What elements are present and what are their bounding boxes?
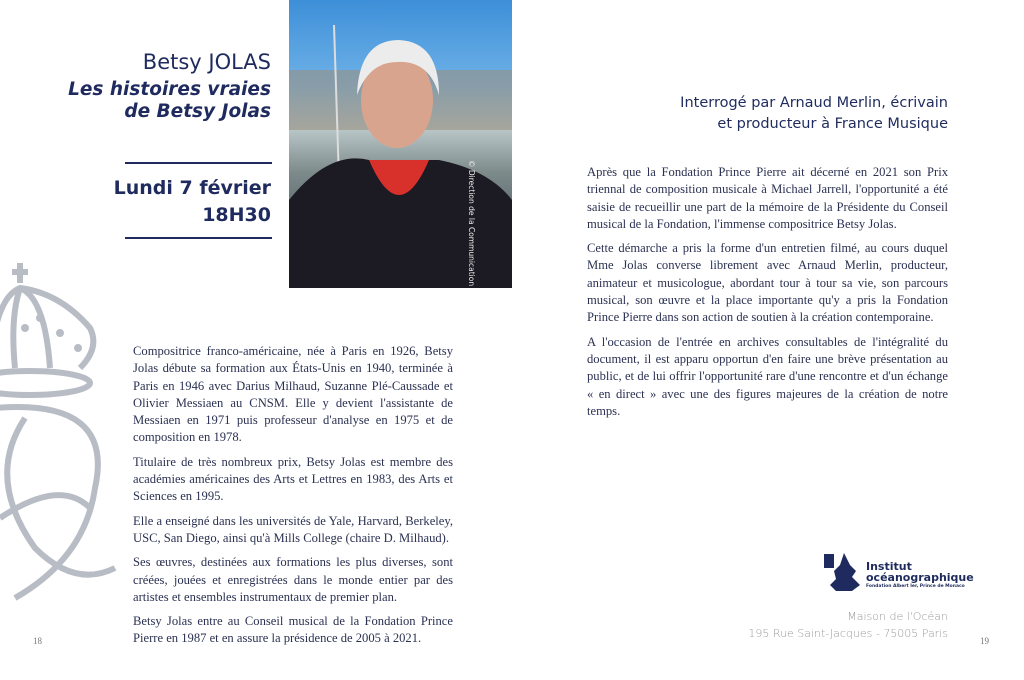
venue-address (748, 608, 948, 642)
logo-line: Fondation Albert Ier, Prince de Monaco (866, 584, 965, 589)
logo-line: Institut (866, 560, 912, 573)
bio-paragraph: Compositrice franco-américaine, née à Paris en 1926, Betsy Jolas débute sa formation aux États-Unis en 1940, terminée à Paris en 1946 avec Darius Milhaud, Suzanne Plé-Caussade et Olivier Messiaen au CNSM. Elle y devient l'assistante de Messiaen en 1971 puis professeur d'analyse en 1975 et de composition en 1978. (133, 344, 453, 445)
royal-crest-monogram (0, 258, 120, 618)
interviewer-line: Interrogé par Arnaud Merlin, écrivain (680, 95, 948, 111)
institut-oceanographique-logo-icon (822, 551, 866, 595)
page-number-left: 18 (33, 636, 42, 646)
event-title: Betsy JOLAS (142, 50, 271, 74)
event-time: 18H30 (202, 204, 271, 226)
description-paragraph: Après que la Fondation Prince Pierre ait décerné en 2021 son Prix triennal de composition musicale à Michael Jarrell, l'opportunité a été saisie de recueillir une part de la mémoire de la Présidente du Conseil musical de la Fondation, l'immense compositrice Betsy Jolas. (587, 165, 948, 231)
description-paragraph: A l'occasion de l'entrée en archives consultables de l'intégralité du document, il est apparu opportun d'en faire une brève présentation au public, et de lui offrir l'opportunité rare d'une rencontre et d'un échange « en direct » avec une des figures majeures de la création de notre temps. (587, 334, 948, 418)
event-subtitle: Les histoires vraies de Betsy Jolas (68, 79, 271, 122)
logo-line: océanographique (866, 571, 974, 584)
biography-text (133, 343, 453, 655)
event-date: Lundi 7 février (113, 177, 271, 199)
divider-bottom (125, 237, 272, 239)
photo-credit: © Direction de la Communication (467, 160, 476, 287)
bio-paragraph: Betsy Jolas entre au Conseil musical de la Fondation Prince Pierre en 1987 et en assure la présidence de 2005 à 2021. (133, 614, 453, 646)
venue-name: Maison de l'Océan (847, 610, 948, 623)
interviewer-heading (680, 93, 948, 135)
bio-paragraph: Titulaire de très nombreux prix, Betsy Jolas est membre des académies américaines des Arts et Lettres en 1983, des Arts et Sciences en 1995. (133, 454, 453, 504)
logo-text (866, 561, 974, 591)
description-paragraph: Cette démarche a pris la forme d'un entretien filmé, au cours duquel Mme Jolas converse librement avec Arnaud Merlin, producteur, animateur et musicologue, abordant tour à tour sa vie, son parcours musical, son œuvre et la place importante qu'y a pris la Fondation Prince Pierre dans son action de soutien à la création contemporaine. (587, 241, 948, 325)
portrait-photo (289, 0, 512, 288)
street-address: 195 Rue Saint-Jacques - 75005 Paris (748, 627, 948, 640)
bio-paragraph: Ses œuvres, destinées aux formations les plus diverses, sont créées, jouées et enregistrées dans le monde entier par des artistes et ensembles instrumentaux de premier plan. (133, 555, 453, 604)
divider-top (125, 162, 272, 164)
portrait-illustration (289, 0, 512, 288)
page-number-right: 19 (980, 636, 989, 646)
bio-paragraph: Elle a enseigné dans les universités de Yale, Harvard, Berkeley, USC, San Diego, ainsi qu'à Mills College (chaire D. Milhaud). (133, 513, 453, 545)
event-datetime (114, 175, 271, 229)
interviewer-line: et producteur à France Musique (717, 116, 948, 132)
event-description (587, 164, 948, 427)
